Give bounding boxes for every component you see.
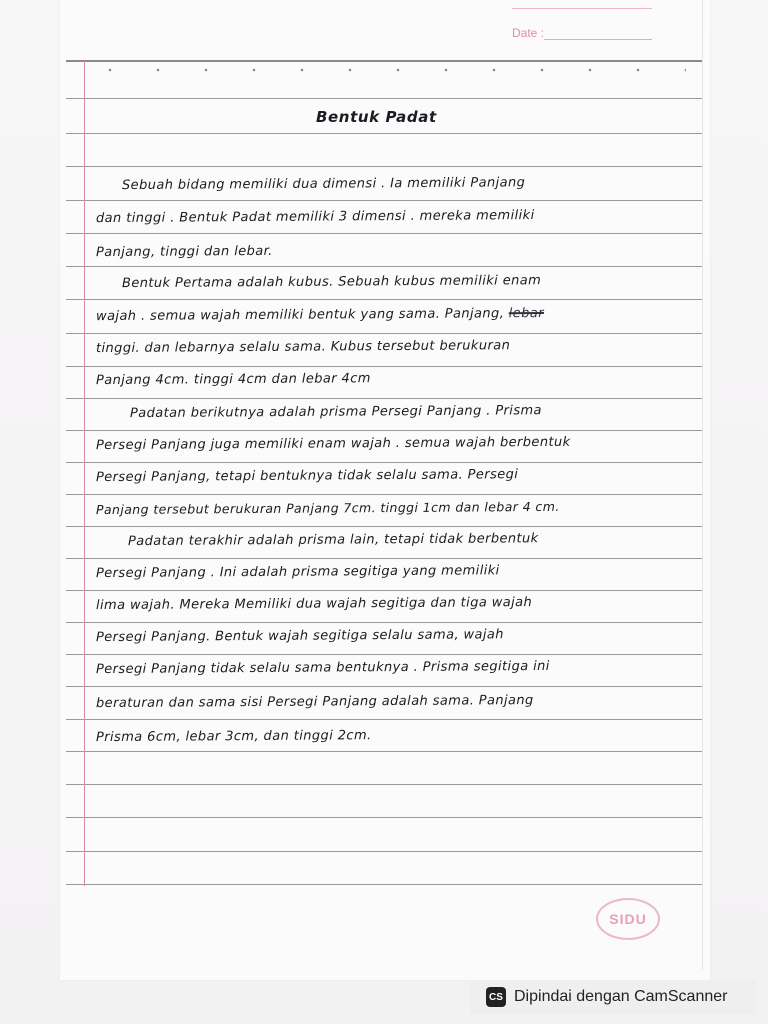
note-line-6: tinggi. dan lebarnya selalu sama. Kubus tersebut berukuran: [95, 338, 511, 357]
note-line-10: Persegi Panjang, tetapi bentuknya tidak selalu sama. Persegi: [95, 467, 519, 486]
camscanner-text: Dipindai dengan CamScanner: [514, 988, 728, 1005]
ruled-line: [66, 719, 702, 720]
ruled-line: [66, 333, 702, 334]
ruled-line: [66, 526, 702, 527]
note-line-1: Sebuah bidang memiliki dua dimensi . Ia memiliki Panjang: [121, 175, 526, 194]
paper-edge: [702, 0, 703, 970]
ruled-line: [66, 462, 702, 463]
note-line-16: Persegi Panjang tidak selalu sama bentuknya . Prisma segitiga ini: [95, 658, 550, 678]
sidu-stamp: SIDU: [596, 898, 660, 940]
ruled-line: [66, 558, 702, 559]
struck-word: lebar: [508, 305, 545, 322]
header-rule: [66, 60, 702, 62]
ruled-line: [66, 266, 702, 267]
note-line-8: Padatan berikutnya adalah prisma Persegi Panjang . Prisma: [129, 403, 542, 422]
note-line-15: Persegi Panjang. Bentuk wajah segitiga selalu sama, wajah: [95, 627, 504, 646]
note-line-5-text: wajah . semua wajah memiliki bentuk yang sama. Panjang,: [95, 306, 505, 325]
camscanner-badge: [470, 980, 756, 1014]
ruled-line: [66, 200, 702, 201]
ruled-line: [66, 494, 702, 495]
date-label: Date :: [512, 26, 652, 40]
notebook-paper: [60, 0, 710, 980]
top-margin-line: [512, 8, 652, 9]
ruled-line: [66, 884, 702, 885]
ruled-line: [66, 686, 702, 687]
note-line-3: Panjang, tinggi dan lebar.: [95, 243, 273, 261]
ruled-line: [66, 398, 702, 399]
margin-line: [84, 60, 85, 886]
ruled-line: [66, 751, 702, 752]
note-line-18: Prisma 6cm, lebar 3cm, dan tinggi 2cm.: [95, 728, 372, 746]
ruled-line: [66, 851, 702, 852]
ruled-line: [66, 98, 702, 99]
note-line-14: lima wajah. Mereka Memiliki dua wajah segitiga dan tiga wajah: [95, 595, 533, 614]
note-line-17: beraturan dan sama sisi Persegi Panjang adalah sama. Panjang: [95, 693, 534, 712]
note-line-7: Panjang 4cm. tinggi 4cm dan lebar 4cm: [95, 371, 371, 389]
ruled-line: [66, 299, 702, 300]
ruled-line: [66, 654, 702, 655]
ruled-line: [66, 233, 702, 234]
ruled-line: [66, 622, 702, 623]
note-line-13: Persegi Panjang . Ini adalah prisma segitiga yang memiliki: [95, 563, 500, 582]
ruled-line: [66, 166, 702, 167]
note-line-2: dan tinggi . Bentuk Padat memiliki 3 dimensi . mereka memiliki: [95, 208, 535, 227]
ruled-line: [66, 133, 702, 134]
header-dots: [86, 66, 686, 74]
note-title: Bentuk Padat: [316, 108, 437, 126]
ruled-line: [66, 784, 702, 785]
note-line-9: Persegi Panjang juga memiliki enam wajah . semua wajah berbentuk: [95, 434, 571, 454]
ruled-line: [66, 366, 702, 367]
ruled-line: [66, 430, 702, 431]
camscanner-icon: CS: [486, 987, 506, 1007]
ruled-line: [66, 590, 702, 591]
note-line-12: Padatan terakhir adalah prisma lain, tetapi tidak berbentuk: [127, 531, 539, 550]
note-line-4: Bentuk Pertama adalah kubus. Sebuah kubus memiliki enam: [121, 273, 542, 292]
ruled-line: [66, 817, 702, 818]
note-line-11: Panjang tersebut berukuran Panjang 7cm. tinggi 1cm dan lebar 4 cm.: [95, 498, 560, 518]
